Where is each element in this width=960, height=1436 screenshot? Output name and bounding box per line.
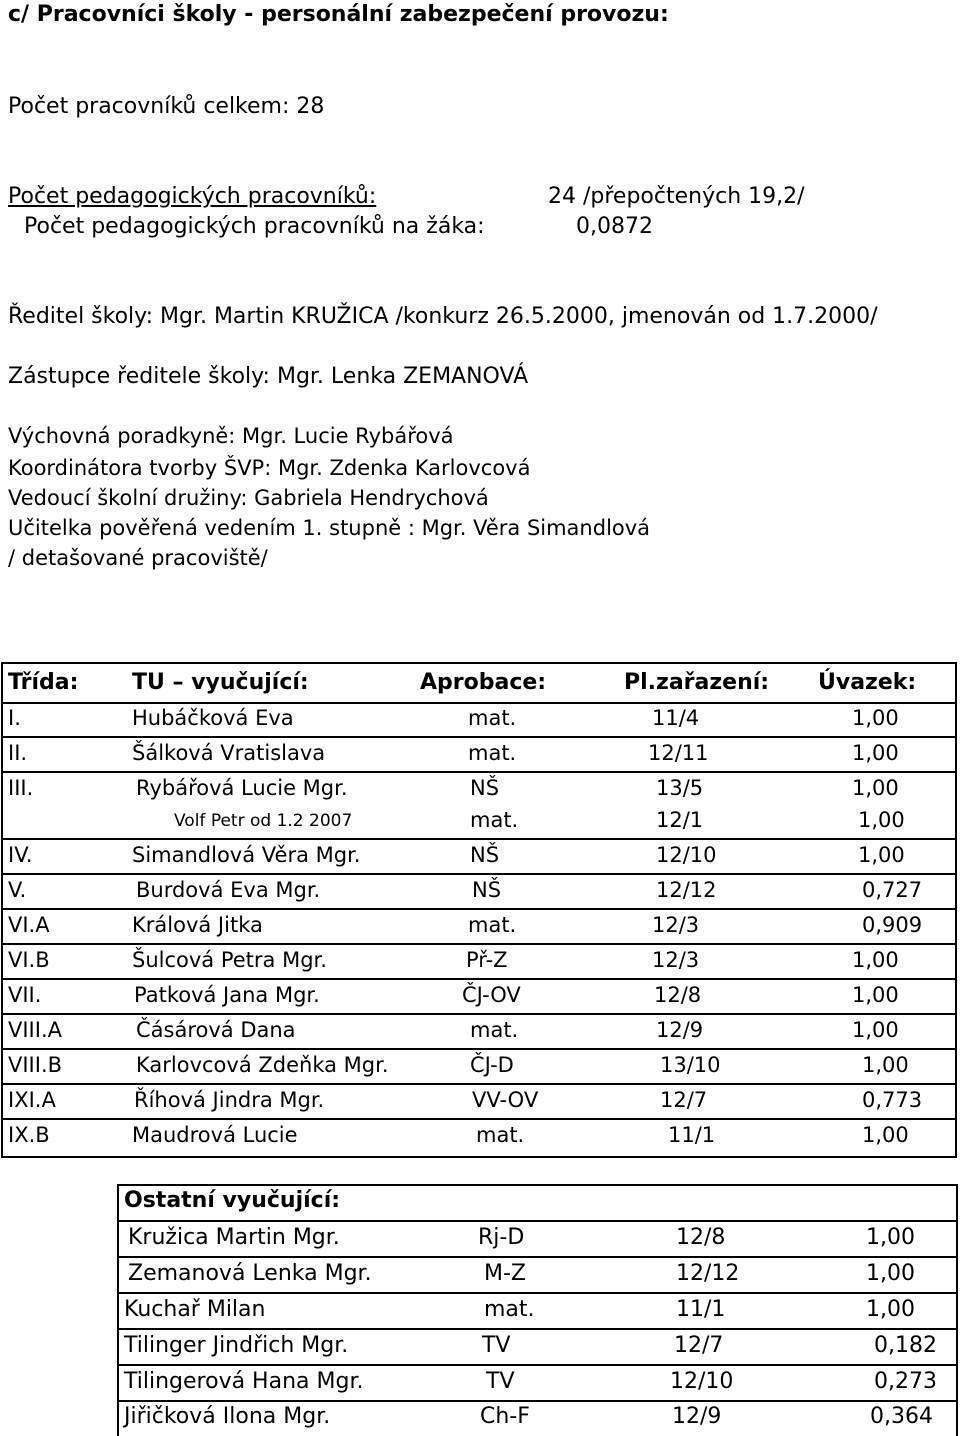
row-10-grade: 13/10 [660, 1053, 721, 1077]
row-4-grade: 12/10 [656, 843, 717, 867]
row-11-approb: VV-OV [472, 1088, 539, 1112]
row-12-teacher: Maudrová Lucie [132, 1123, 298, 1147]
other-2-load: 1,00 [866, 1261, 915, 1286]
row-7-grade: 12/3 [652, 948, 700, 972]
table-rule [1, 1083, 957, 1085]
row-2-teacher: Šálková Vratislava [132, 741, 326, 765]
other-5-load: 0,273 [874, 1369, 937, 1394]
row-4-teacher: Simandlová Věra Mgr. [132, 843, 361, 867]
row-8-approb: ČJ-OV [462, 983, 521, 1007]
other-teachers-title: Ostatní vyučující: [124, 1188, 341, 1213]
row-3-teacher: Rybářová Lucie Mgr. [136, 776, 348, 800]
table-rule [1, 702, 957, 704]
section-heading: c/ Pracovníci školy - personální zabezpečení provozu: [8, 2, 669, 27]
table-rule [117, 1292, 958, 1294]
row-8-grade: 12/8 [654, 983, 702, 1007]
table-rule [1, 1013, 957, 1015]
other-1-teacher: Kružica Martin Mgr. [128, 1225, 340, 1250]
row-10-load: 1,00 [862, 1053, 909, 1077]
row-12-grade: 11/1 [668, 1123, 716, 1147]
other-4-load: 0,182 [874, 1333, 937, 1358]
row-4-load: 1,00 [858, 843, 905, 867]
row-12-load: 1,00 [862, 1123, 909, 1147]
ped-count-row [8, 184, 820, 209]
table-rule [117, 1364, 958, 1366]
other-3-approb: mat. [484, 1297, 535, 1322]
row-11-grade: 12/7 [660, 1088, 708, 1112]
header-class: Třída: [8, 670, 79, 695]
other-3-grade: 11/1 [676, 1297, 726, 1322]
detached-line: / detašované pracoviště/ [8, 546, 268, 570]
row-8-load: 1,00 [852, 983, 899, 1007]
row-1-load: 1,00 [852, 706, 899, 730]
table-rule [1, 771, 957, 773]
row-9-load: 1,00 [852, 1018, 899, 1042]
other-1-load: 1,00 [866, 1225, 915, 1250]
other-3-teacher: Kuchař Milan [124, 1297, 266, 1322]
row-6-grade: 12/3 [652, 913, 700, 937]
other-4-approb: TV [482, 1333, 511, 1358]
row-2-grade: 12/11 [648, 741, 709, 765]
table-rule [117, 1256, 958, 1258]
ped-per-student-value: 0,0872 [576, 214, 653, 239]
other-2-approb: M-Z [484, 1261, 526, 1286]
row-7-load: 1,00 [852, 948, 899, 972]
row-3b-grade: 12/1 [656, 808, 704, 832]
advisor-line: Výchovná poradkyně: Mgr. Lucie Rybářová [8, 424, 454, 448]
club-head-line: Vedoucí školní družiny: Gabriela Hendrychová [8, 486, 489, 510]
header-approbation: Aprobace: [420, 670, 547, 695]
header-grade: Pl.zařazení: [624, 670, 770, 695]
other-2-grade: 12/12 [676, 1261, 740, 1286]
table-rule [1, 736, 957, 738]
row-9-class: VIII.A [8, 1018, 62, 1042]
row-7-approb: Př-Z [466, 948, 508, 972]
first-grade-head-line: Učitelka pověřená vedením 1. stupně : Mgr. Věra Simandlová [8, 516, 651, 540]
director-line: Ředitel školy: Mgr. Martin KRUŽICA /konkurz 26.5.2000, jmenován od 1.7.2000/ [8, 304, 878, 329]
row-3b-load: 1,00 [858, 808, 905, 832]
other-4-teacher: Tilinger Jindřich Mgr. [124, 1333, 349, 1358]
table-rule [1, 978, 957, 980]
other-6-load: 0,364 [870, 1404, 933, 1429]
table-rule [1, 943, 957, 945]
other-5-teacher: Tilingerová Hana Mgr. [124, 1369, 364, 1394]
row-8-class: VII. [8, 983, 42, 1007]
other-4-grade: 12/7 [674, 1333, 724, 1358]
staff-total: Počet pracovníků celkem: 28 [8, 94, 325, 119]
other-5-grade: 12/10 [670, 1369, 734, 1394]
row-5-teacher: Burdová Eva Mgr. [136, 878, 321, 902]
row-5-approb: NŠ [472, 878, 502, 902]
table-rule [1, 1118, 957, 1120]
row-9-grade: 12/9 [656, 1018, 704, 1042]
other-6-grade: 12/9 [672, 1404, 722, 1429]
table-rule [1, 1048, 957, 1050]
other-6-approb: Ch-F [480, 1404, 530, 1429]
row-10-teacher: Karlovcová Zdeňka Mgr. [136, 1053, 389, 1077]
ped-per-student-label: Počet pedagogických pracovníků na žáka: [24, 214, 485, 239]
table-rule [1, 873, 957, 875]
table-rule [117, 1400, 958, 1402]
row-7-class: VI.B [8, 948, 50, 972]
table-rule [1, 908, 957, 910]
row-8-teacher: Patková Jana Mgr. [134, 983, 320, 1007]
svp-coordinator-line: Koordinátora tvorby ŠVP: Mgr. Zdenka Karlovcová [8, 456, 531, 480]
row-3b-approb: mat. [470, 808, 519, 832]
row-6-teacher: Králová Jitka [132, 913, 263, 937]
row-3-load: 1,00 [852, 776, 899, 800]
row-6-class: VI.A [8, 913, 50, 937]
row-4-class: IV. [8, 843, 33, 867]
other-2-teacher: Zemanová Lenka Mgr. [128, 1261, 372, 1286]
row-11-teacher: Říhová Jindra Mgr. [134, 1088, 325, 1112]
row-3-class: III. [8, 776, 34, 800]
other-6-teacher: Jiřičková Ilona Mgr. [124, 1404, 331, 1429]
row-1-teacher: Hubáčková Eva [132, 706, 294, 730]
row-9-teacher: Čásárová Dana [136, 1018, 296, 1042]
row-5-class: V. [8, 878, 27, 902]
row-2-approb: mat. [468, 741, 517, 765]
row-1-class: I. [8, 706, 21, 730]
row-4-approb: NŠ [470, 843, 500, 867]
row-9-approb: mat. [470, 1018, 519, 1042]
row-3-approb: NŠ [470, 776, 500, 800]
header-load: Úvazek: [818, 670, 917, 695]
deputy-line: Zástupce ředitele školy: Mgr. Lenka ZEMANOVÁ [8, 364, 529, 389]
ped-count-label: Počet pedagogických pracovníků: [8, 184, 377, 209]
row-2-load: 1,00 [852, 741, 899, 765]
other-3-load: 1,00 [866, 1297, 915, 1322]
row-10-approb: ČJ-D [470, 1053, 514, 1077]
row-7-teacher: Šulcová Petra Mgr. [132, 948, 327, 972]
row-12-class: IX.B [8, 1123, 50, 1147]
row-1-grade: 11/4 [652, 706, 700, 730]
row-6-approb: mat. [468, 913, 517, 937]
row-12-approb: mat. [476, 1123, 525, 1147]
row-1-approb: mat. [468, 706, 517, 730]
row-2-class: II. [8, 741, 28, 765]
row-5-load: 0,727 [862, 878, 923, 902]
row-6-load: 0,909 [862, 913, 923, 937]
row-5-grade: 12/12 [656, 878, 717, 902]
other-1-approb: Rj-D [478, 1225, 525, 1250]
ped-count-value: 24 /přepočtených 19,2/ [548, 184, 805, 209]
table-rule [117, 1328, 958, 1330]
other-5-approb: TV [486, 1369, 515, 1394]
other-1-grade: 12/8 [676, 1225, 726, 1250]
header-teacher: TU – vyučující: [132, 670, 309, 695]
row-3-grade: 13/5 [656, 776, 704, 800]
table-rule [117, 1220, 958, 1222]
row-11-load: 0,773 [862, 1088, 923, 1112]
table-rule [1, 838, 957, 840]
row-3b-teacher: Volf Petr od 1.2 2007 [174, 811, 353, 831]
row-11-class: IXI.A [8, 1088, 56, 1112]
row-10-class: VIII.B [8, 1053, 63, 1077]
